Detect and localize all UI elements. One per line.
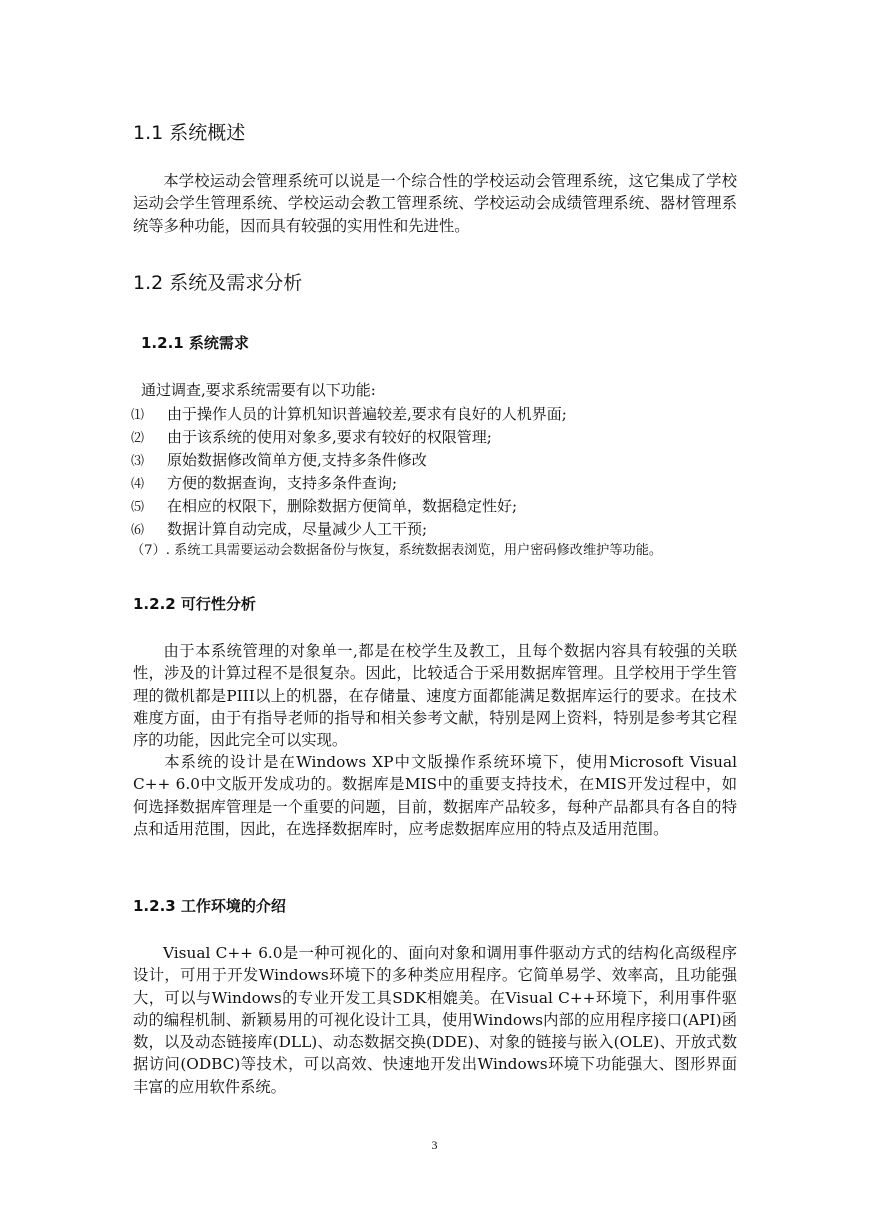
list-item bbox=[131, 404, 567, 426]
list-item-number: ⑵ bbox=[131, 431, 145, 446]
list-item-number: ⑷ bbox=[131, 477, 145, 492]
list-item-text: 在相应的权限下，删除数据方便简单，数据稳定性好; bbox=[167, 497, 518, 515]
list-item-7: （7）. 系统工具需要运动会数据备份与恢复，系统数据表浏览，用户密码修改维护等功能。 bbox=[131, 543, 663, 558]
list-item-number: ⑸ bbox=[131, 500, 145, 515]
list-item bbox=[131, 496, 517, 518]
list-item-text: 数据计算自动完成，尽量减少人工干预; bbox=[167, 520, 428, 538]
list-item bbox=[131, 473, 397, 495]
paragraph-feasibility-1-text: 由于本系统管理的对象单一,都是在校学生及教工，且每个数据内容具有较强的关联性，涉及的计算过程不是很复杂。因此，比较适合于采用数据库管理。且学校用于学生管理的微机都是PIII以上的机器，在存储量、速度方面都能满足数据库运行的要求。在技术难度方面，由于有指导老师的指导和相关参考文献，特别是网上资料，特别是参考其它程序的功能，因此完全可以实现。 bbox=[133, 642, 737, 750]
list-item-number: ⑴ bbox=[131, 408, 145, 423]
list-item bbox=[131, 519, 427, 541]
paragraph-overview-text: 本学校运动会管理系统可以说是一个综合性的学校运动会管理系统，这它集成了学校运动会学生管理系统、学校运动会教工管理系统、学校运动会成绩管理系统、器材管理系统等多种功能，因而具有较强的实用性和先进性。 bbox=[133, 172, 737, 235]
list-item-text: 原始数据修改简单方便,支持多条件修改 bbox=[167, 451, 427, 469]
requirements-intro: 通过调查,要求系统需要有以下功能: bbox=[141, 381, 376, 399]
paragraph-feasibility-2-text: 本系统的设计是在Windows XP中文版操作系统环境下，使用Microsoft Visual C++ 6.0中文版开发成功的。数据库是MIS中的重要支持技术，在MIS开发过程中，如何选择数据库管理是一个重要的问题，目前，数据库产品较多，每种产品都具有各自的特点和适用范围，因此，在选择数据库时，应考虑数据库应用的特点及适用范围。 bbox=[133, 753, 737, 838]
list-item-text: 由于该系统的使用对象多,要求有较好的权限管理; bbox=[167, 428, 492, 446]
paragraph-overview bbox=[133, 170, 737, 237]
heading-1-2-1: 1.2.1 系统需求 bbox=[141, 334, 249, 352]
heading-1-2-2: 1.2.2 可行性分析 bbox=[133, 595, 256, 613]
list-item-text: 方便的数据查询，支持多条件查询; bbox=[167, 474, 398, 492]
heading-1-1: 1.1 系统概述 bbox=[133, 122, 246, 144]
paragraph-environment-text: Visual C++ 6.0是一种可视化的、面向对象和调用事件驱动方式的结构化高级程序设计，可用于开发Windows环境下的多种类应用程序。它简单易学、效率高，且功能强大，可以与Windows的专业开发工具SDK相媲美。在Visual C++环境下，利用事件驱动的编程机制、新颖易用的可视化设计工具，使用Windows内部的应用程序接口(API)函数，以及动态链接库(DLL)、动态数据交换(DDE)、对象的链接与嵌入(OLE)、开放式数据访问(ODBC)等技术，可以高效、快速地开发出Windows环境下功能强大、图形界面丰富的应用软件系统。 bbox=[133, 944, 737, 1096]
list-item-text: 由于操作人员的计算机知识普遍较差,要求有良好的人机界面; bbox=[167, 405, 567, 423]
paragraph-feasibility-2 bbox=[133, 751, 737, 840]
heading-1-2-3: 1.2.3 工作环境的介绍 bbox=[133, 897, 286, 915]
page-number: 3 bbox=[431, 1138, 438, 1152]
heading-1-2: 1.2 系统及需求分析 bbox=[133, 272, 303, 294]
list-item bbox=[131, 450, 427, 472]
paragraph-environment bbox=[133, 942, 737, 1098]
paragraph-feasibility-1 bbox=[133, 640, 737, 751]
list-item bbox=[131, 427, 492, 449]
list-item-number: ⑹ bbox=[131, 523, 145, 538]
list-item-number: ⑶ bbox=[131, 454, 145, 469]
